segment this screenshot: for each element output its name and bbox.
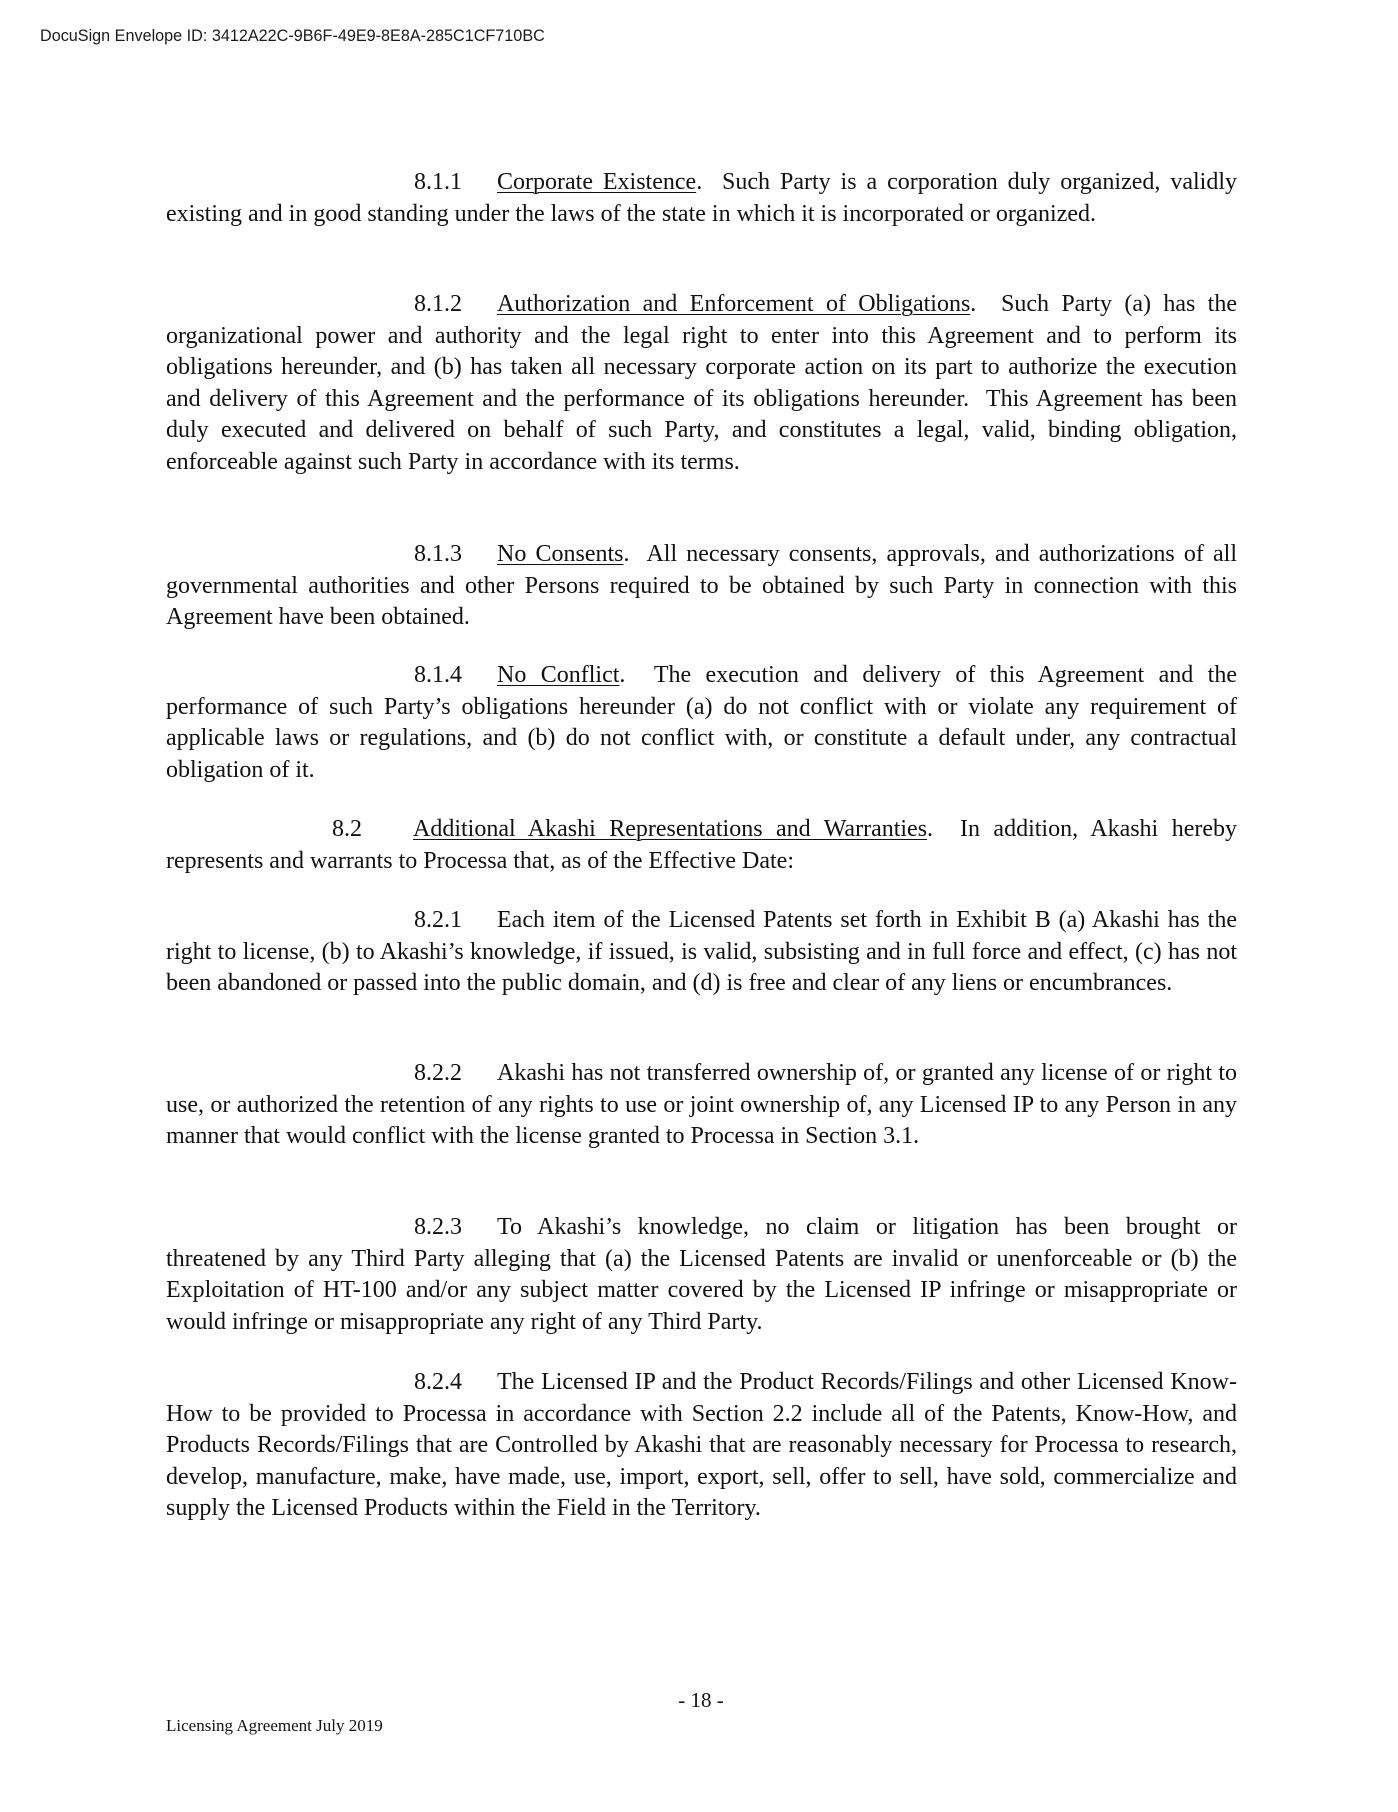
section-body: Each item of the Licensed Patents set forth in Exhibit B (a) Akashi has the right to license, (b) to Akashi’s knowledge, if issued, is valid, subsisting and in full force and effect, (c) has not been abandoned or passed into the public domain, and (d) is free and clear of any liens or encumbrances. bbox=[166, 907, 1237, 997]
section-body: Akashi has not transferred ownership of, or granted any license of or right to use, or authorized the retention of any rights to use or joint ownership of, any Licensed IP to any Person in any manner that would conflict with the license granted to Processa in Section 3.1. bbox=[166, 1060, 1237, 1150]
section-8-1-2 bbox=[166, 289, 1243, 479]
section-title: No Conflict bbox=[497, 662, 620, 688]
section-body: Such Party is a corporation duly organized, validly existing and in good standing under the laws of the state in which it is incorporated or organized. bbox=[166, 169, 1243, 227]
section-number: 8.1.2 bbox=[414, 291, 462, 317]
section-body: Such Party (a) has the organizational power and authority and the legal right to enter into this Agreement and to perform its obligations hereunder, and (b) has taken all necessary corporate action on its part to authorize the execution and delivery of this Agreement and the performance of its obligations hereunder. This Agreement has been duly executed and delivered on behalf of such Party, and constitutes a legal, valid, binding obligation, enforceable against such Party in accordance with its terms. bbox=[166, 291, 1243, 475]
section-number: 8.2.4 bbox=[414, 1369, 462, 1395]
section-title: No Consents bbox=[497, 541, 624, 567]
section-8-2 bbox=[166, 814, 1243, 877]
section-number: 8.1.1 bbox=[414, 169, 462, 195]
section-title: Additional Akashi Representations and Warranties bbox=[413, 816, 928, 842]
section-body: All necessary consents, approvals, and authorizations of all governmental authorities and other Persons required to be obtained by such Party in connection with this Agreement have been obtained. bbox=[166, 541, 1243, 631]
section-body: To Akashi’s knowledge, no claim or litigation has been brought or threatened by any Third Party alleging that (a) the Licensed Patents are invalid or unenforceable or (b) the Exploitation of HT-100 and/or any subject matter covered by the Licensed IP infringe or misappropriate or would infringe or misappropriate any right of any Third Party. bbox=[166, 1214, 1237, 1335]
section-number: 8.2.1 bbox=[414, 907, 462, 933]
section-number: 8.2 bbox=[332, 816, 362, 842]
section-number: 8.2.3 bbox=[414, 1214, 462, 1240]
page-number: - 18 - bbox=[678, 1688, 724, 1712]
section-8-2-4 bbox=[166, 1367, 1237, 1525]
section-title-period: . bbox=[970, 291, 977, 317]
section-title: Authorization and Enforcement of Obligations bbox=[497, 291, 971, 317]
section-8-1-4 bbox=[166, 660, 1244, 786]
section-body: The Licensed IP and the Product Records/Filings and other Licensed Know-How to be provided to Processa in accordance with Section 2.2 include all of the Patents, Know-How, and Products Records/Filings that are Controlled by Akashi that are reasonably necessary for Processa to research, develop, manufacture, make, have made, use, import, export, sell, offer to sell, have sold, commercialize and supply the Licensed Products within the Field in the Territory. bbox=[166, 1369, 1237, 1522]
section-title: Corporate Existence bbox=[497, 169, 697, 195]
section-8-2-2 bbox=[166, 1058, 1237, 1153]
section-title-period: . bbox=[623, 541, 630, 567]
section-8-2-1 bbox=[166, 905, 1237, 1000]
docusign-envelope-id: DocuSign Envelope ID: 3412A22C-9B6F-49E9-8E8A-285C1CF710BC bbox=[40, 27, 545, 45]
section-number: 8.2.2 bbox=[414, 1060, 462, 1086]
section-8-1-1 bbox=[166, 167, 1243, 230]
section-number: 8.1.4 bbox=[414, 662, 462, 688]
section-body: In addition, Akashi hereby represents and warrants to Processa that, as of the Effective Date: bbox=[166, 816, 1243, 874]
section-title-period: . bbox=[927, 816, 934, 842]
section-number: 8.1.3 bbox=[414, 541, 462, 567]
footer-document-label: Licensing Agreement July 2019 bbox=[166, 1716, 383, 1735]
section-8-2-3 bbox=[166, 1212, 1237, 1338]
section-title-period: . bbox=[619, 662, 626, 688]
section-8-1-3 bbox=[166, 539, 1243, 634]
section-body: The execution and delivery of this Agreement and the performance of such Party’s obligations hereunder (a) do not conflict with or violate any requirement of applicable laws or regulations, and (b) do not conflict with, or constitute a default under, any contractual obligation of it. bbox=[166, 662, 1244, 783]
section-title-period: . bbox=[696, 169, 703, 195]
